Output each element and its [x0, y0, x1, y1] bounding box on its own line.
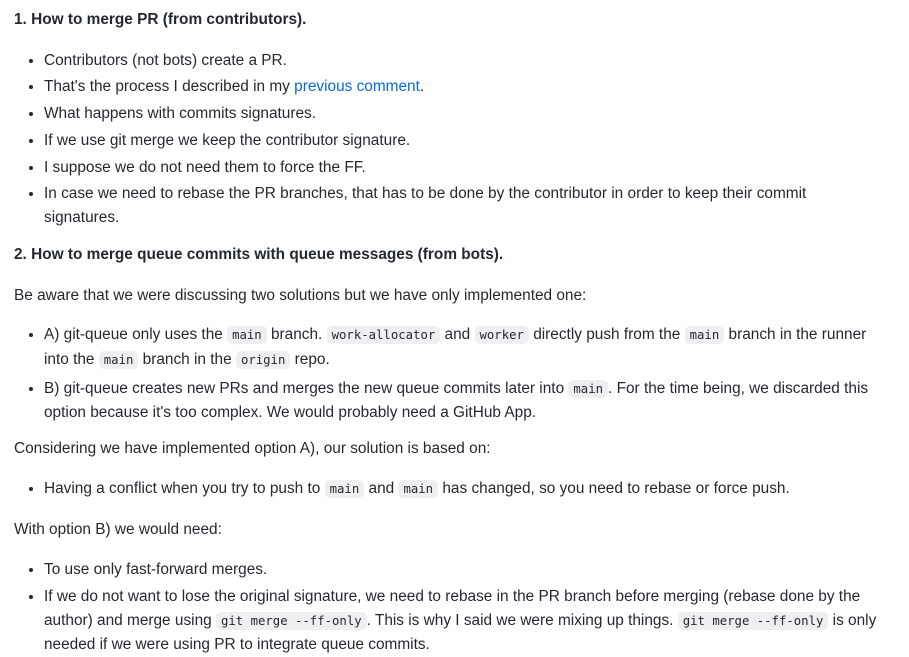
option-a-item	[44, 323, 881, 372]
text-run: . This is why I said we were mixing up things.	[366, 611, 678, 629]
text-run: and	[364, 480, 399, 498]
text-run: and	[440, 326, 475, 344]
text-run: directly push from the	[528, 326, 685, 344]
inline-code: main	[325, 480, 365, 498]
signature-item	[44, 585, 881, 657]
options-list	[14, 323, 881, 425]
text-run: B) git-queue creates new PRs and merges the new queue commits later into	[44, 379, 569, 397]
inline-code: git merge --ff-only	[678, 612, 829, 630]
text-run: branch in the runner into the	[44, 326, 867, 368]
text-run: A) git-queue only uses the	[44, 326, 228, 344]
text-run: . For the time being, we discarded this option because it's too complex. We would probably need a GitHub App.	[44, 379, 869, 422]
text-run: If we do not want to lose the original signature, we need to rebase in the PR branch before merging (rebase done by the author) and merge using	[44, 588, 861, 629]
section-2-heading: 2. How to merge queue commits with queue messages (from bots).	[14, 246, 504, 264]
list-item-text: That's the process I described in my	[44, 78, 295, 96]
list-item: • To use only fast-forward merges.	[44, 558, 881, 582]
inline-code: main	[99, 351, 139, 369]
list-item: • I suppose we do not need them to force the FF.	[44, 156, 881, 180]
option-b-paragraph: With option B) we would need:	[14, 520, 222, 538]
inline-code: main	[227, 326, 267, 344]
option-b-item	[44, 377, 881, 425]
text-run: branch in the	[138, 350, 236, 368]
list-item: • If we use git merge we keep the contributor signature.	[44, 129, 881, 153]
list-item	[44, 75, 881, 99]
list-item-text: .	[419, 78, 425, 96]
text-run: has changed, so you need to rebase or force push.	[438, 480, 790, 498]
conflict-item	[44, 477, 881, 502]
inline-code: main	[398, 480, 438, 498]
inline-code: main	[568, 380, 608, 398]
inline-code: worker	[475, 326, 529, 344]
list-item: • Contributors (not bots) create a PR.	[44, 49, 881, 73]
conflict-list	[14, 477, 881, 502]
list-item: • What happens with commits signatures.	[44, 102, 881, 126]
text-run: branch.	[266, 326, 327, 344]
inline-code: git merge --ff-only	[216, 612, 367, 630]
inline-code: main	[685, 326, 725, 344]
considering-paragraph: Considering we have implemented option A), our solution is based on:	[14, 439, 491, 457]
inline-code: work-allocator	[327, 326, 441, 344]
section-1-list	[14, 49, 881, 230]
inline-code: origin	[236, 351, 290, 369]
section-2-intro: Be aware that we were discussing two solutions but we have only implemented one:	[14, 286, 587, 304]
previous-comment-link[interactable]: previous comment	[294, 78, 420, 96]
needs-list	[14, 558, 881, 657]
text-run: repo.	[290, 350, 330, 368]
list-item: • In case we need to rebase the PR branches, that has to be done by the contributor in order to keep their commit signatures.	[44, 182, 881, 229]
text-run: Having a conflict when you try to push to	[44, 480, 325, 498]
text-run: is only needed if we were using PR to integrate queue commits.	[44, 611, 877, 654]
section-1-heading: 1. How to merge PR (from contributors).	[14, 11, 307, 28]
